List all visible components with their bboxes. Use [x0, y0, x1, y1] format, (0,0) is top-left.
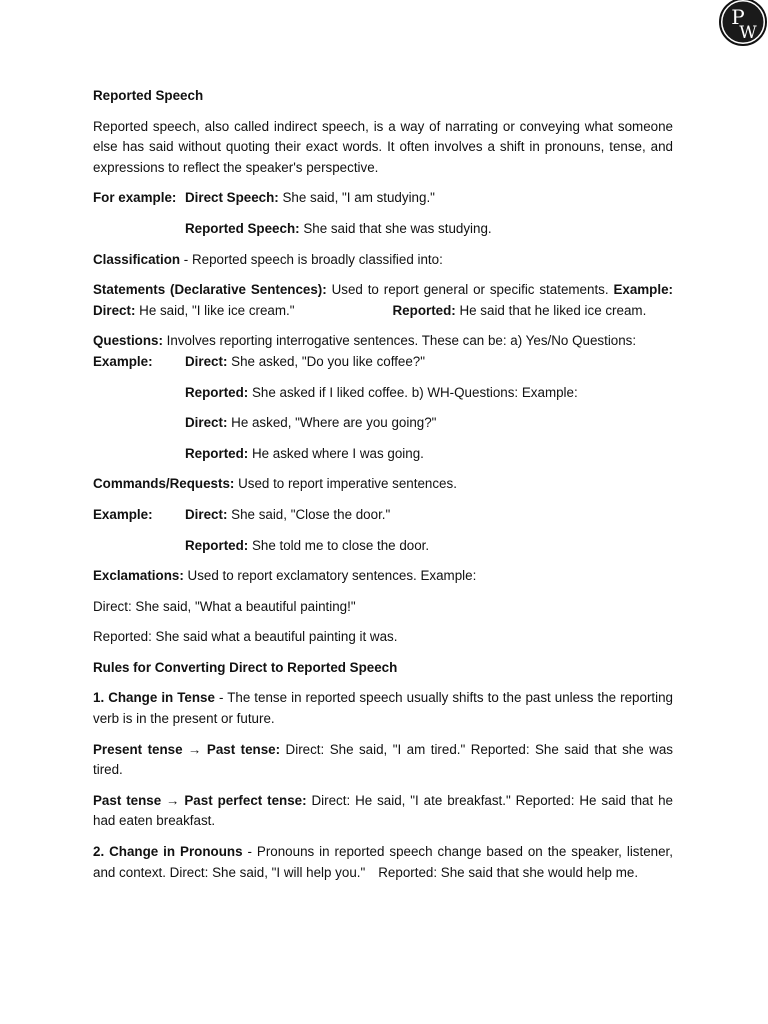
- statements-paragraph: Statements (Declarative Sentences): Used to report general or specific statements. Example: Direct: He said, "I like ice cream." Reported: He said that he liked ice cream.: [93, 282, 673, 318]
- present-tense-paragraph: Present tense → Past tense: Direct: She said, "I am tired." Reported: She said that she was tired.: [93, 741, 673, 778]
- document-body: [93, 86, 673, 893]
- questions-direct1-line: Example: Direct: She asked, "Do you like coffee?": [93, 353, 426, 369]
- pw-logo: [718, 0, 768, 46]
- intro-paragraph: Reported speech, also called indirect speech, is a way of narrating or conveying what someone else has said without quoting their exact words. It often involves a shift in pronouns, tense, and expressions to reflect the speaker's perspective.: [93, 118, 673, 175]
- past-tense-paragraph: Past tense → Past perfect tense: Direct: He said, "I ate breakfast." Reported: He said that he had eaten breakfast.: [93, 792, 674, 829]
- classification-line: Classification - Reported speech is broadly classified into:: [93, 251, 443, 267]
- rule2-paragraph: 2. Change in Pronouns - Pronouns in reported speech change based on the speaker, listener, and context. Direct: She said, "I will help you." Reported: She said that she would help me.: [93, 844, 673, 880]
- commands-reported-line: Reported: She told me to close the door.: [185, 537, 430, 553]
- commands-line: Commands/Requests: Used to report imperative sentences.: [93, 476, 457, 492]
- svg-text:W: W: [739, 23, 757, 43]
- example-reported-line: Reported Speech: She said that she was studying.: [185, 220, 492, 236]
- questions-paragraph: Questions: Involves reporting interrogative sentences. These can be: a) Yes/No Questions:: [93, 333, 637, 349]
- rules-heading: Rules for Converting Direct to Reported Speech: [93, 659, 398, 675]
- example-direct-line: For example: Direct Speech: She said, "I am studying.": [93, 190, 435, 206]
- svg-text:P: P: [731, 5, 745, 29]
- rule1-paragraph: 1. Change in Tense - The tense in reported speech usually shifts to the past unless the reporting verb is in the present or future.: [93, 690, 673, 727]
- questions-direct2-line: Direct: He asked, "Where are you going?": [185, 415, 437, 431]
- questions-reported1-line: Reported: She asked if I liked coffee. b) WH-Questions: Example:: [185, 384, 578, 400]
- commands-direct-line: Example: Direct: She said, "Close the door.": [93, 506, 391, 522]
- questions-reported2-line: Reported: He asked where I was going.: [185, 445, 424, 461]
- exclamations-reported-line: Reported: She said what a beautiful painting it was.: [93, 629, 398, 645]
- page-title: Reported Speech: [93, 88, 204, 103]
- exclamations-line: Exclamations: Used to report exclamatory sentences. Example:: [93, 568, 477, 584]
- exclamations-direct-line: Direct: She said, "What a beautiful painting!": [93, 598, 356, 614]
